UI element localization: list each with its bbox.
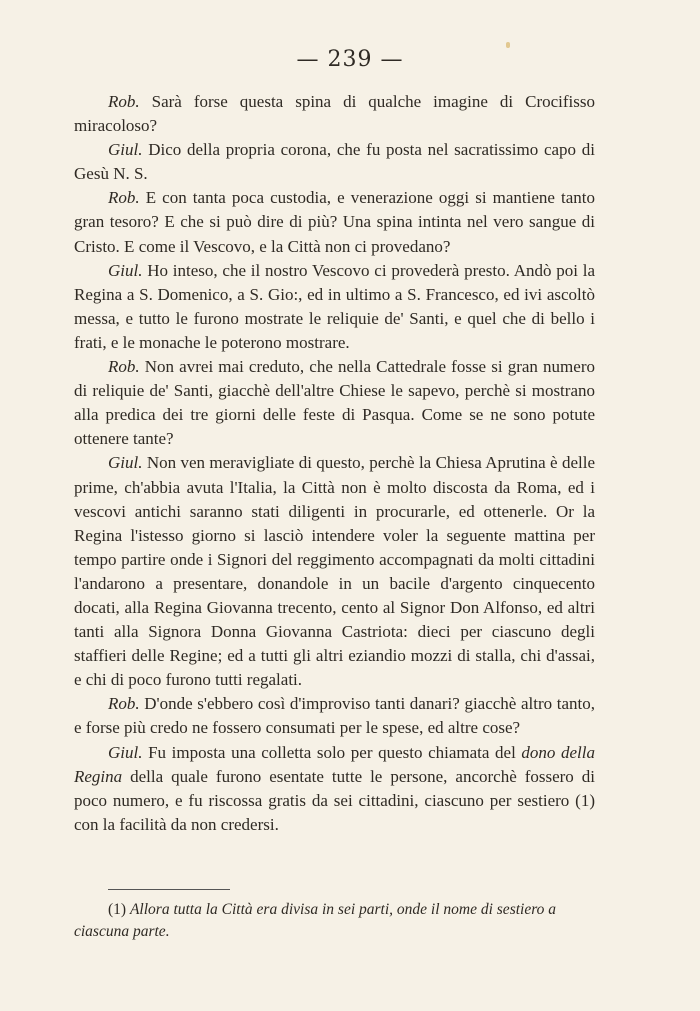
dialogue-paragraph	[74, 741, 595, 837]
dialogue-paragraph	[74, 451, 595, 692]
dialogue-paragraph	[74, 692, 595, 740]
dialogue-paragraph	[74, 259, 595, 355]
dialogue-paragraph	[74, 355, 595, 451]
emphasized-phrase: dono della Regina	[74, 742, 595, 786]
paragraph-text: Non ven meravigliate di questo, perchè la Chiesa Aprutina è delle prime, ch'abbia avuta l'Italia, la Città non è molto discosta da Roma, ed i vescovi antichi saranno stati diligenti in procurarle, ed ottenerle. Or la Regina l'istesso giorno si lasciò intendere voler la seguente mattina per tempo partire onde i Signori del reggimento accompagnati da molti cittadini l'andarono a presentare, donandole in un bacile d'argento cinquecento docati, alla Regina Giovanna trecento, cento al Signor Don Alfonso, ed altri tanti alla Signora Donna Giovanna Castriota: dieci per ciascuno degli staffieri delle Regine; ed a tutti gli altri eziandio mozzi di stalla, chi d'assai, e chi di poco furono tutti regalati.	[74, 453, 595, 690]
footnote-text: Allora tutta la Città era divisa in sei parti, onde il nome di sestiero a ciascuna parte.	[74, 901, 557, 940]
page-number: — 239 —	[296, 47, 404, 72]
dialogue-paragraph	[74, 186, 595, 258]
paragraph-text: della quale furono esentate tutte le persone, ancorchè fossero di poco numero, e fu riscossa gratis da sei cittadini, ciascuno per sestiero (1) con la facilità da non credersi.	[74, 766, 595, 834]
paragraph-text: Non avrei mai creduto, che nella Cattedrale fosse si gran numero di reliquie de' Santi, giacchè dell'altre Chiese le sapevo, perchè si mostrano alla predica dei tre giorni delle feste di Pasqua. Come se ne sono potute ottenere tante?	[74, 357, 595, 449]
speaker-label: Rob.	[108, 188, 140, 208]
footnote-marker: (1)	[108, 901, 127, 918]
dialogue-paragraph	[74, 138, 595, 186]
paragraph-text: Dico della propria corona, che fu posta nel sacratissimo capo di Gesù N. S.	[74, 140, 595, 184]
paper-speck	[506, 42, 510, 48]
speaker-label: Giul.	[108, 140, 143, 160]
footnote	[74, 899, 595, 943]
dialogue-paragraph	[74, 90, 595, 138]
paragraph-text: Fu imposta una colletta solo per questo chiamata del	[142, 742, 522, 762]
footnote-rule	[108, 889, 230, 890]
paragraph-text: Ho inteso, che il nostro Vescovo ci provederà presto. Andò poi la Regina a S. Domenico, a S. Gio:, ed in ultimo a S. Francesco, ed ivi ascoltò messa, e tutto le furono mostrate le reliquie de' Santi, e quel che di bello i frati, e le monache le poterono mostrare.	[74, 260, 595, 352]
paragraph-text: E con tanta poca custodia, e venerazione oggi si mantiene tanto gran tesoro? E che si può dire di più? Una spina intinta nel vero sangue di Cristo. E come il Vescovo, e la Città non ci provedano?	[74, 188, 595, 256]
paragraph-text: Sarà forse questa spina di qualche imagine di Crocifisso miracoloso?	[74, 92, 595, 136]
speaker-label: Giul.	[108, 453, 143, 473]
speaker-label: Giul.	[108, 742, 143, 762]
speaker-label: Rob.	[108, 357, 140, 377]
speaker-label: Rob.	[108, 92, 140, 111]
paragraph-text: D'onde s'ebbero così d'improviso tanti danari? giacchè altro tanto, e forse più credo ne fossero consumati per le spese, ed altre cose?	[74, 694, 595, 738]
dialogue-body	[74, 90, 595, 837]
speaker-label: Rob.	[108, 694, 140, 714]
speaker-label: Giul.	[108, 260, 143, 280]
